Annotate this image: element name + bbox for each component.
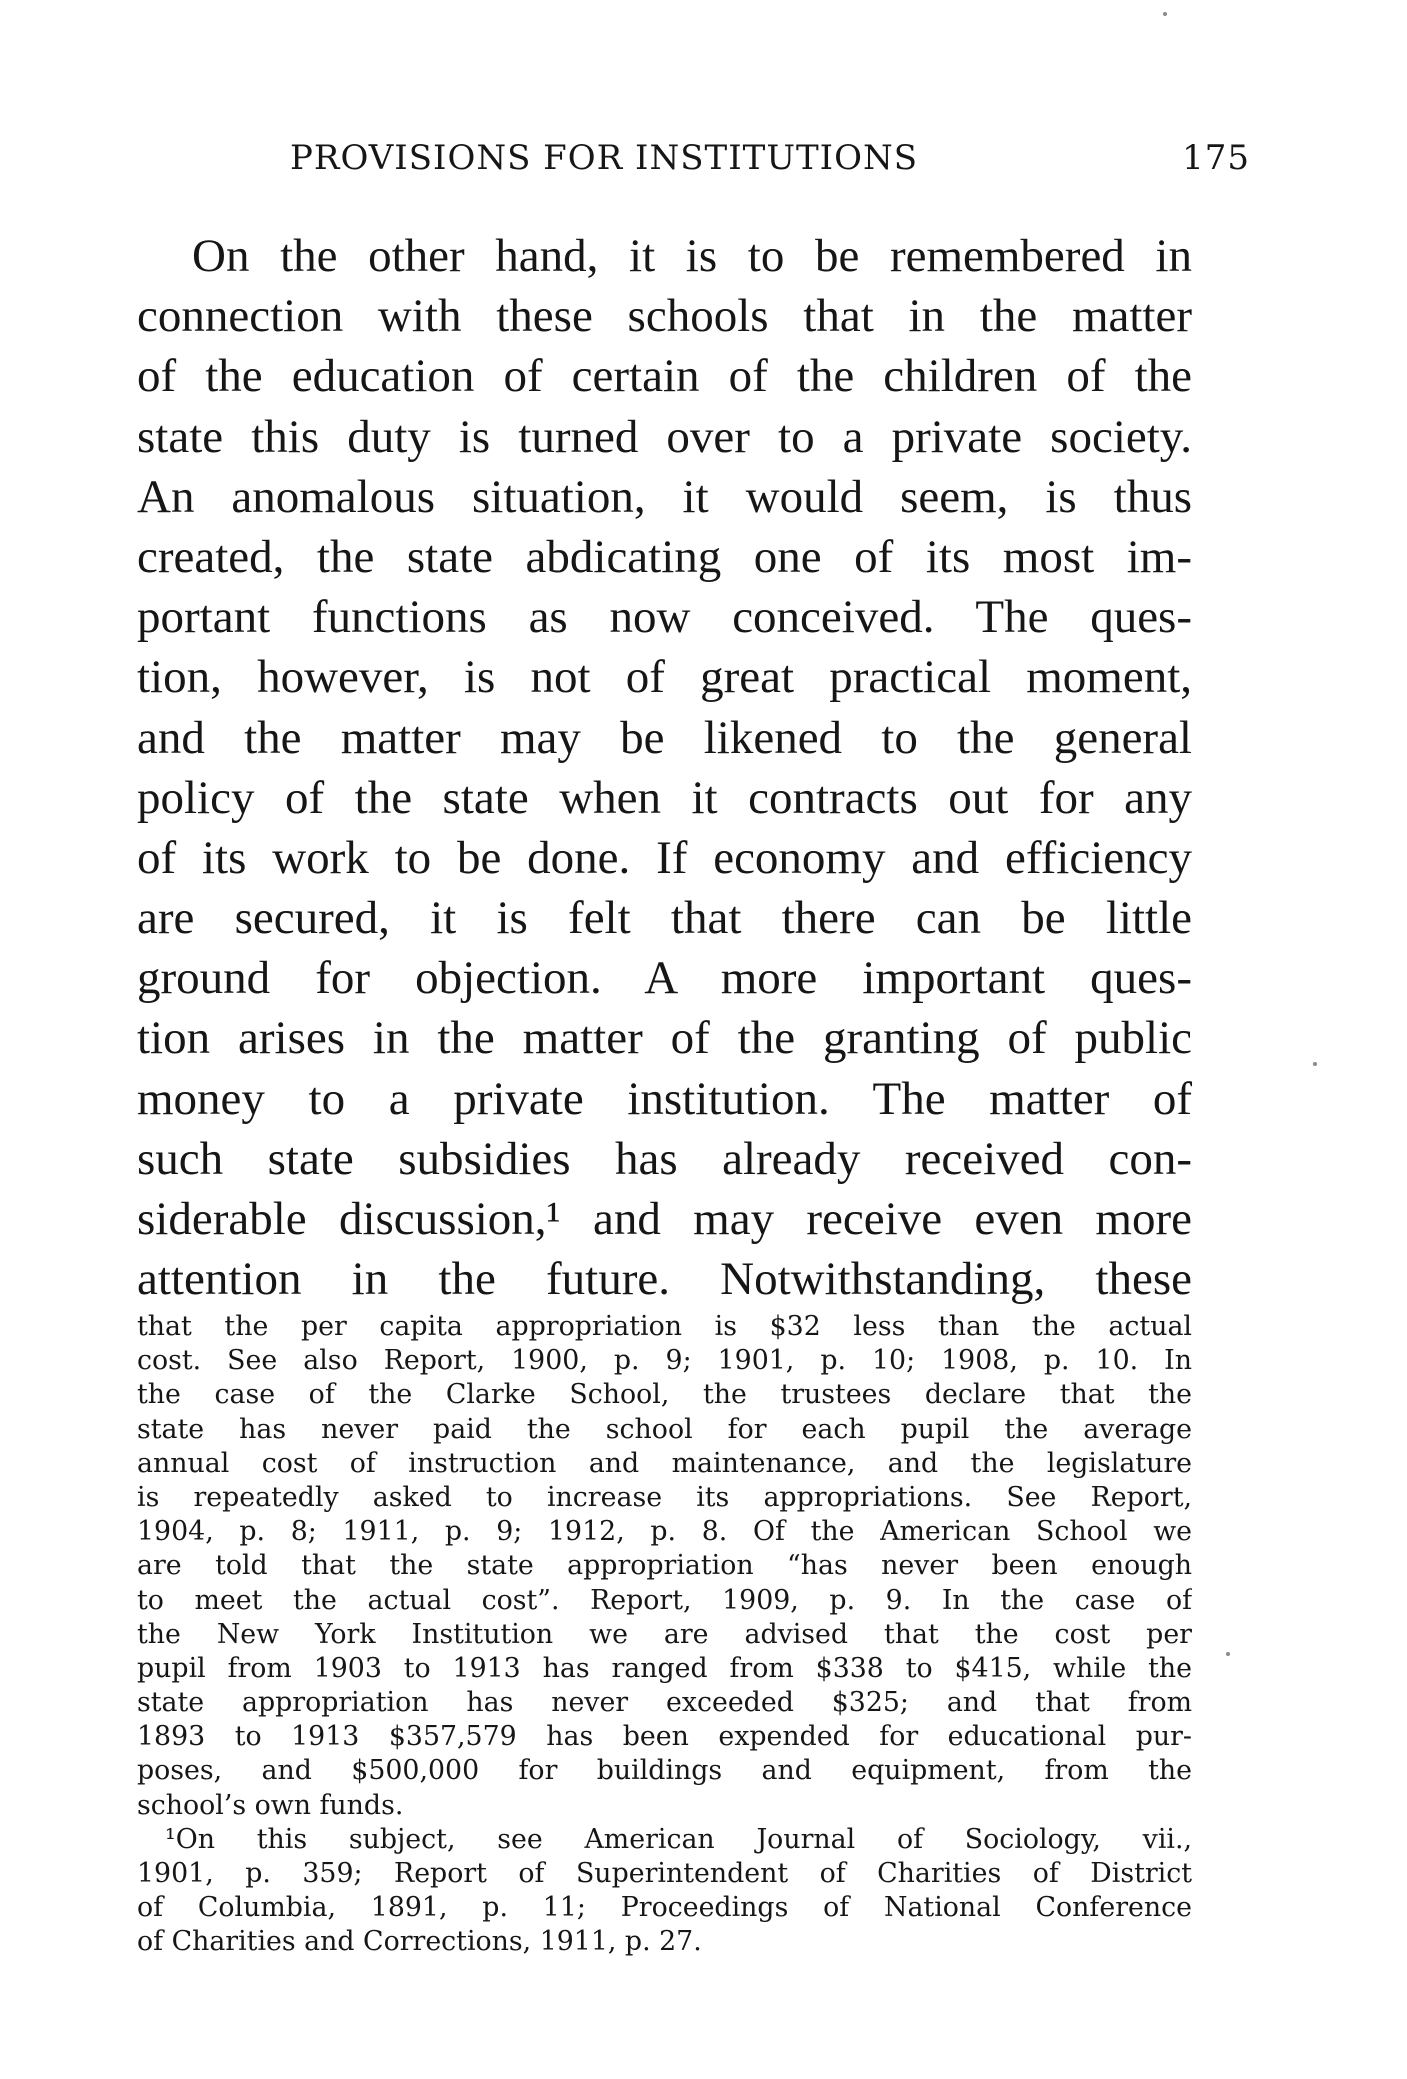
body-line: such state subsidies has already received con- [137, 1132, 1192, 1185]
footnote-line: cost. See also Report, 1900, p. 9; 1901, p. 10; 1908, p. 10. In [137, 1345, 1192, 1377]
footnote-line: the New York Institution we are advised that the cost per [137, 1618, 1192, 1650]
footnote-line: to meet the actual cost”. Report, 1909, p. 9. In the case of [137, 1584, 1192, 1616]
body-line: ground for objection. A more important ques- [137, 952, 1192, 1005]
footnote-line: the case of the Clarke School, the trustees declare that the [137, 1379, 1192, 1411]
footnotes [137, 1310, 1192, 1960]
scan-speck [1163, 12, 1167, 16]
footnote-line: state appropriation has never exceeded $325; and that from [137, 1687, 1192, 1719]
body-line: policy of the state when it contracts out for any [137, 771, 1192, 824]
body-line: attention in the future. Notwithstanding, these [137, 1253, 1192, 1306]
body-line: are secured, it is felt that there can be little [137, 892, 1192, 945]
footnote-line: pupil from 1903 to 1913 has ranged from $338 to $415, while the [137, 1652, 1192, 1684]
footnote-line: annual cost of instruction and maintenance, and the legislature [137, 1447, 1192, 1479]
running-head [170, 138, 1250, 192]
body-line: connection with these schools that in the matter [137, 290, 1192, 343]
body-line: created, the state abdicating one of its most im- [137, 530, 1192, 583]
body-line: tion arises in the matter of the granting of public [137, 1012, 1192, 1065]
footnote-line: of Columbia, 1891, p. 11; Proceedings of National Conference [137, 1892, 1192, 1924]
page-number: 175 [1182, 138, 1250, 178]
footnote-line: 1901, p. 359; Report of Superintendent of Charities of District [137, 1858, 1192, 1889]
scan-speck [1313, 1062, 1317, 1066]
footnote-line: that the per capita appropriation is $32 less than the actual [137, 1311, 1192, 1342]
body-line: On the other hand, it is to be remembered in [192, 230, 1192, 282]
footnote-line: poses, and $500,000 for buildings and equipment, from the [137, 1755, 1192, 1787]
footnote-line: 1904, p. 8; 1911, p. 9; 1912, p. 8. Of the American School we [137, 1516, 1192, 1548]
footnote-line: is repeatedly asked to increase its appropriations. See Report, [137, 1481, 1192, 1513]
body-line: money to a private institution. The matter of [137, 1072, 1192, 1125]
footnote-line: of Charities and Corrections, 1911, p. 27. [137, 1926, 702, 1958]
body-line: of its work to be done. If economy and efficiency [137, 831, 1192, 884]
body-line: and the matter may be likened to the general [137, 711, 1192, 764]
scan-speck [1226, 1652, 1230, 1656]
footnote-line: state has never paid the school for each pupil the average [137, 1413, 1192, 1445]
body-line: portant functions as now conceived. The ques- [137, 591, 1192, 644]
body-paragraph [137, 226, 1192, 1309]
footnote-line: are told that the state appropriation “has never been enough [137, 1550, 1192, 1582]
footnote-line: ¹On this subject, see American Journal of Sociology, vii., [165, 1823, 1192, 1855]
body-line: tion, however, is not of great practical moment, [137, 651, 1192, 704]
body-line: state this duty is turned over to a private society. [137, 410, 1192, 463]
body-line: of the education of certain of the children of the [137, 350, 1192, 403]
body-line: An anomalous situation, it would seem, is thus [137, 470, 1192, 523]
body-line: siderable discussion,¹ and may receive even more [137, 1193, 1192, 1245]
footnote-line: school’s own funds. [137, 1789, 404, 1821]
footnote-line: 1893 to 1913 $357,579 has been expended for educational pur- [137, 1721, 1192, 1753]
running-head-title: PROVISIONS FOR INSTITUTIONS [290, 138, 918, 178]
